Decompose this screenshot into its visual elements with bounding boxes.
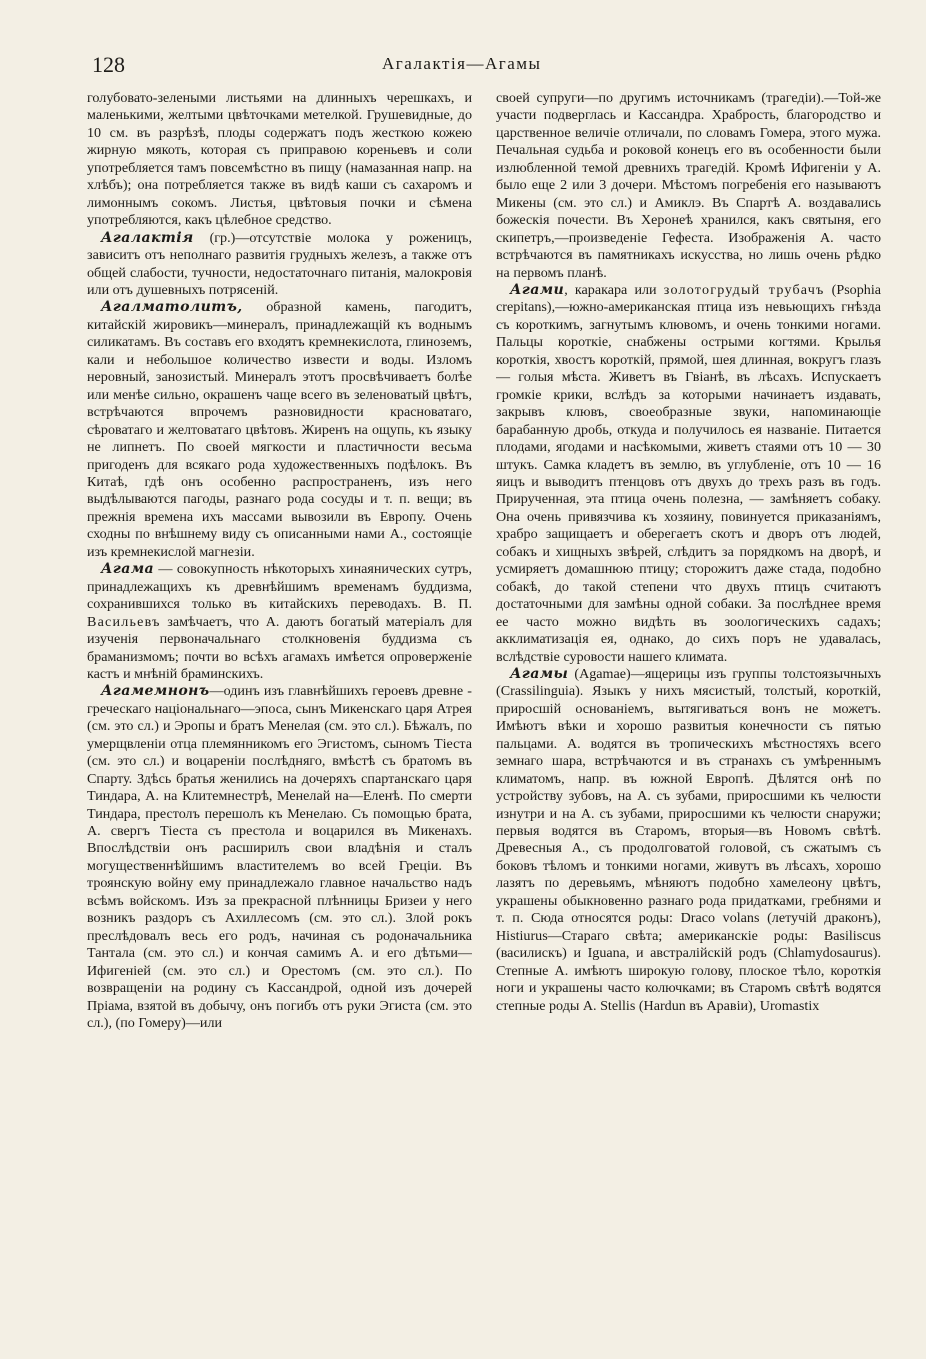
headword: Агалактія <box>101 229 194 246</box>
common-name: золотогрудый трубачъ <box>663 281 825 298</box>
continued-paragraph: своей супруги—по другимъ источникамъ (трагедіи).—Той-же участи подверглась и Кассандра. Храбрость, благородство и царственное величіе отличали, по словамъ Гомера, этого мужа. Печальная судьба и роковой конецъ его въ особенности были излюбленной темой древнихъ трагедій. Кромѣ Ифигеніи у А. было еще 2 или 3 дочери. Мѣстомъ погребенія его называютъ Микены (см. это сл.) и Амиклэ. Въ Спартѣ А. воздавались божескія почести. Въ Херонеѣ хранился, какъ святыня, его скипетръ,—произведеніе Гефеста. Изображенія А. часто встрѣчаются въ памятникахъ искусства, но лишь очень рѣдко на первомъ планѣ. <box>496 90 881 281</box>
entry-text: , каракара или <box>564 281 664 298</box>
headword: Агама <box>101 561 155 578</box>
entry-text: —одинъ изъ главнѣйшихъ героевъ древне - греческаго національнаго—эпоса, сынъ Микенскаго царя Атрея (см. это сл.) и Эропы и братъ Менелая (см. это сл.). Бѣжалъ, по умерщвленіи отца племянникомъ его Эгистомъ, сыномъ Тіеста (см. это сл.) и воцареніи послѣдняго, вмѣстѣ съ братомъ въ Спарту. Здѣсь братья женились на дочеряхъ спартанскаго царя Тиндара, А. на Клитемнестрѣ, Менелай на—Еленѣ. По смерти Тиндара, престолъ перешолъ къ Менелаю. Съ помощью брата, А. свергъ Тіеста съ престола и воцарился въ Микенахъ. Впослѣдствіи онъ расширилъ свои владѣнія и сталъ могущественнѣйшимъ властителемъ во всей Греціи. Въ троянскую войну ему принадлежало главное начальство надъ всѣмъ войскомъ. Изъ за прекрасной плѣнницы Бризеи у него возникъ раздоръ съ Ахиллесомъ (см. это сл.). Злой рокъ преслѣдовалъ весь его родъ, начиная съ родоначальника Тантала (см. это сл.) и кончая самимъ А. и его дѣтьми—Ифигеніей (см. это сл.) и Орестомъ (см. это сл.). По возвращеніи на родину съ Кассандрой, одной изъ дочерей Пріама, взятой въ добычу, онъ погибъ отъ руки Эгиста (см. это сл.), (по Гомеру)—или <box>87 683 472 1032</box>
entry-agamy <box>496 666 881 1015</box>
entry-text: (гр.)—отсутствіе молока у роженицъ, зависитъ отъ неполнаго развитія грудныхъ железъ, а также отъ общей слабости, тучности, недостаточнаго питанія, малокровія или отъ душевныхъ потрясеній. <box>87 229 472 298</box>
headword: Агалматолитъ, <box>101 299 243 316</box>
headword: Агами <box>510 281 565 298</box>
author-name: Васильевъ <box>87 613 161 630</box>
entry-text: — совокупность нѣкоторыхъ хинаянических сутръ, принадлежащихъ къ древнѣйшимъ временамъ буддизма, сохранившихся только въ китайскихъ переводахъ. В. П. <box>87 561 472 613</box>
entry-agama <box>87 561 472 683</box>
headword: Агамемнонъ <box>101 683 210 700</box>
headword: Агамы <box>510 665 569 682</box>
entry-agalmatolit <box>87 299 472 561</box>
entry-agami <box>496 282 881 666</box>
running-head: Агалактія—Агамы <box>382 54 542 73</box>
entry-text: образной камень, пагодитъ, китайскій жировикъ—минералъ, принадлежащій къ воднымъ силикатамъ. Въ составъ его входятъ кремнекислота, глиноземъ, кали и небольшое количество извести и воды. Изломъ неровный, занозистый. Минералъ этотъ просвѣчиваетъ болѣе или менѣе сильно, окрашенъ чаще всего въ зеленоватый цвѣтъ, встрѣчаются впрочемъ разновидности красноватаго, сѣроватаго и желтоватаго цвѣтовъ. Жиренъ на ощупь, къ языку не липнетъ. По своей мягкости и пластичности весьма пригоденъ для всякаго рода художественныхъ подѣлокъ. Въ Китаѣ, гдѣ онъ особенно распространенъ, изъ него выдѣлываются пагоды, разнаго рода сосуды и т. п. вещи; въ прежнія времена ихъ массами вывозили въ Европу. Очень сходны по внѣшнему виду съ описанными нами А., состоящіе изъ кремнекислой магнезіи. <box>87 299 472 560</box>
entry-text: (Agamae)—ящерицы изъ группы толстоязычныхъ (Crassilinguia). Языкъ у нихъ мясистый, толстый, короткій, приросшій основаніемъ, вытягиваться вонъ не можетъ. Имѣютъ вѣки и хорошо развитыя конечности съ пятью пальцами. А. водятся въ тропическихъ мѣстностяхъ всего земнаго шара, встрѣчаются и въ странахъ съ умѣреннымъ климатомъ, напр. въ южной Европѣ. Дѣлятся онѣ по устройству зубовъ, на А. съ зубами, приросшими къ челюсти изнутри и на А. съ зубами, приросшими къ челюсти снаружи; первыя водятся въ Старомъ, вторыя—въ Новомъ свѣтѣ. Древесныя А., съ продолговатой головой, съ сжатымъ съ боковъ тѣломъ и тонкими ногами, живутъ въ лѣсахъ, хорошо лазятъ по деревьямъ, мѣняютъ подобно хамелеону цвѣтъ, украшены обыкновенно разнаго рода придатками, гребнями и т. п. Сюда относятся роды: Draco volans (летучій драконъ), Histiurus—Стараго свѣта; американскіе роды: Basiliscus (василискъ) и Iguana, и австралійскій родъ (Chlamydosaurus). Степные А. имѣютъ широкую голову, плоское тѣло, короткія ноги и украшены часто колючками; въ Старомъ свѣтѣ водятся степные роды А. Stellis (Hardun въ Аравіи), Uromastix <box>496 665 881 1014</box>
entry-text: (Psophia crepitans),—южно-американская птица изъ невьющихъ гнѣзда съ короткимъ, загнутымъ клювомъ, и очень тонкими ногами. Пальцы короткіе, снабжены острыми когтями. Крылья короткія, хвостъ короткій, прямой, шея длинная, вокругъ глазъ — голыя мѣста. Живетъ въ Гвіанѣ, въ лѣсахъ. Испускаетъ громкіе крики, вслѣдъ за которыми начинаетъ издавать, закрывъ клювъ, своеобразные звуки, напоминающіе барабанную дробь, откуда и получилось ея названіе. Питается плодами, ягодами и насѣкомыми, живетъ стаями отъ 10 — 30 штукъ. Самка кладетъ въ землю, въ углубленіе, отъ 10 — 16 яицъ и выводитъ птенцовъ отъ двухъ до трехъ разъ въ годъ. Прирученная, эта птица очень полезна, — замѣняетъ собаку. Она очень привязчива къ хозяину, повинуется приказаніямъ, храбро защищаетъ и оберегаетъ скотъ и дворъ отъ людей, собакъ и хищныхъ звѣрей, слѣдитъ за порядкомъ на дворѣ, и усмиряетъ домашнюю птицу; сторожитъ даже стада, подобно собакѣ, до такой степени что двухъ птицъ считаютъ достаточными для замѣны одной собаки. За послѣднее время ее часто можно видѣть въ зоологическихъ садахъ; акклиматизація ея, однако, до сихъ поръ не удавалась, вслѣдствіе суровости нашего климата. <box>496 281 881 665</box>
entry-agamemnon <box>87 683 472 1032</box>
entry-agalaktiya <box>87 230 472 300</box>
page-number: 128 <box>92 52 125 77</box>
page-header <box>92 52 852 82</box>
entry-text: замѣчаетъ, что А. даютъ богатый матеріалъ для изученія первоначальнаго столкновенія буддизма съ браманизмомъ; почти во всѣхъ агамахъ имѣется опроверженіе кастъ и мнѣній браминскихъ. <box>87 613 472 682</box>
left-column <box>87 90 472 1330</box>
right-column <box>496 90 881 1330</box>
continued-paragraph: голубовато-зелеными листьями на длинныхъ черешкахъ, и маленькими, желтыми цвѣточками метелкой. Грушевидные, до 10 см. въ разрѣзѣ, плоды содержатъ подъ жесткою кожею жирную мякоть, которая съ приправою кореньевъ и соли употребляется тамъ повсемѣстно въ пищу (намазанная напр. на хлѣбъ); она потребляется также въ видѣ каши съ сахаромъ и лимоннымъ сокомъ. Листья, цвѣтовыя почки и сѣмена употребляются, какъ цѣлебное средство. <box>87 90 472 229</box>
